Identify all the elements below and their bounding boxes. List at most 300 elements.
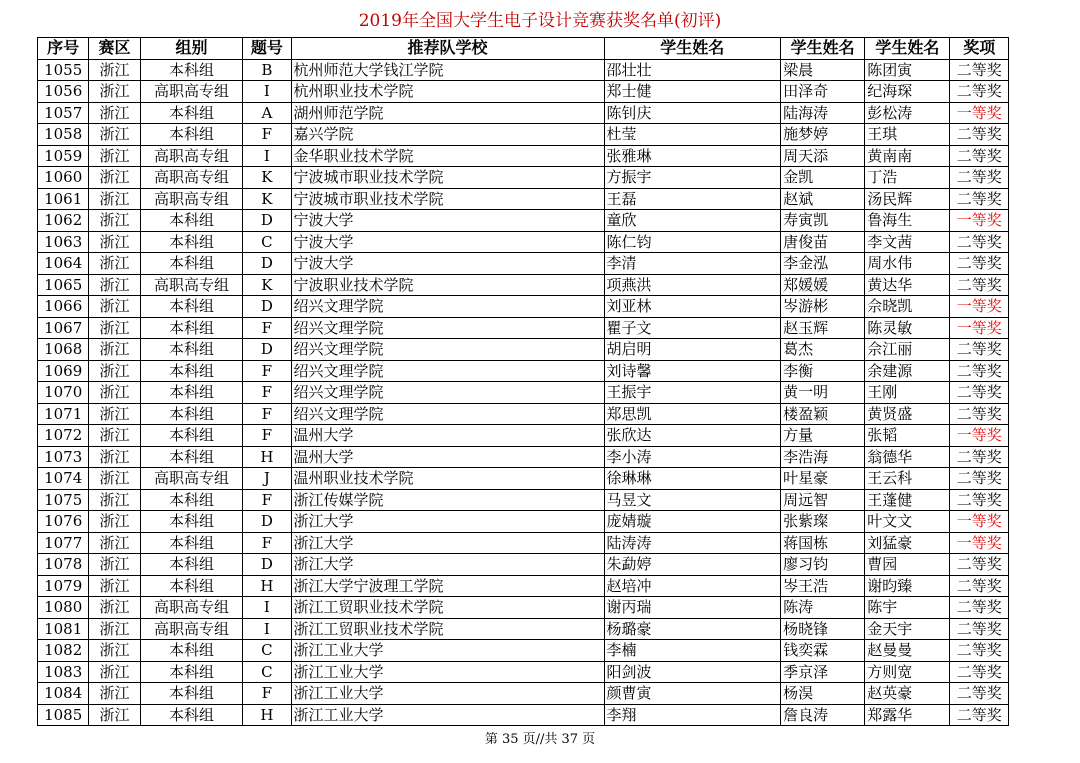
student-3-cell: 彭松涛: [865, 102, 950, 124]
school-cell: 浙江工贸职业技术学院: [291, 618, 604, 640]
region-cell: 浙江: [89, 597, 140, 619]
student-2-cell: 施梦婷: [781, 124, 865, 146]
seq-cell: 1072: [38, 425, 89, 447]
seq-cell: 1082: [38, 640, 89, 662]
student-3-cell: 黄贤盛: [865, 403, 950, 425]
student-1-cell: 李小涛: [604, 446, 781, 468]
group-cell: 本科组: [140, 425, 243, 447]
group-cell: 高职高专组: [140, 468, 243, 490]
seq-cell: 1061: [38, 188, 89, 210]
student-2-cell: 蒋国栋: [781, 532, 865, 554]
seq-cell: 1073: [38, 446, 89, 468]
problem-cell: B: [243, 59, 291, 81]
student-3-cell: 佘江丽: [865, 339, 950, 361]
student-1-cell: 张雅琳: [604, 145, 781, 167]
award-cell: 二等奖: [950, 274, 1009, 296]
header-school: 推荐队学校: [291, 38, 604, 60]
problem-cell: D: [243, 511, 291, 533]
seq-cell: 1081: [38, 618, 89, 640]
table-body: [38, 59, 1009, 726]
student-2-cell: 钱奕霖: [781, 640, 865, 662]
student-3-cell: 王琪: [865, 124, 950, 146]
seq-cell: 1069: [38, 360, 89, 382]
student-1-cell: 谢丙瑞: [604, 597, 781, 619]
award-table: [37, 37, 1009, 726]
header-region: 赛区: [89, 38, 140, 60]
school-cell: 绍兴文理学院: [291, 296, 604, 318]
student-1-cell: 陈仁钧: [604, 231, 781, 253]
school-cell: 浙江工业大学: [291, 640, 604, 662]
problem-cell: F: [243, 317, 291, 339]
region-cell: 浙江: [89, 468, 140, 490]
group-cell: 本科组: [140, 102, 243, 124]
award-cell: 二等奖: [950, 167, 1009, 189]
student-3-cell: 丁浩: [865, 167, 950, 189]
group-cell: 本科组: [140, 231, 243, 253]
award-cell: 二等奖: [950, 683, 1009, 705]
group-cell: 本科组: [140, 403, 243, 425]
student-1-cell: 瞿子文: [604, 317, 781, 339]
header-student-2: 学生姓名: [781, 38, 865, 60]
student-1-cell: 方振宇: [604, 167, 781, 189]
student-3-cell: 曹园: [865, 554, 950, 576]
award-cell: 二等奖: [950, 618, 1009, 640]
region-cell: 浙江: [89, 661, 140, 683]
student-2-cell: 赵斌: [781, 188, 865, 210]
student-2-cell: 杨晓锋: [781, 618, 865, 640]
region-cell: 浙江: [89, 188, 140, 210]
school-cell: 浙江大学宁波理工学院: [291, 575, 604, 597]
student-1-cell: 项燕洪: [604, 274, 781, 296]
student-2-cell: 张紫璨: [781, 511, 865, 533]
group-cell: 高职高专组: [140, 188, 243, 210]
award-cell: 二等奖: [950, 59, 1009, 81]
student-2-cell: 李衡: [781, 360, 865, 382]
group-cell: 本科组: [140, 489, 243, 511]
school-cell: 宁波大学: [291, 253, 604, 275]
table-row: [38, 360, 1009, 382]
problem-cell: D: [243, 296, 291, 318]
student-3-cell: 黄南南: [865, 145, 950, 167]
problem-cell: F: [243, 425, 291, 447]
header-seq: 序号: [38, 38, 89, 60]
school-cell: 浙江大学: [291, 532, 604, 554]
student-1-cell: 郑士健: [604, 81, 781, 103]
award-cell: 一等奖: [950, 317, 1009, 339]
region-cell: 浙江: [89, 704, 140, 726]
award-cell: 二等奖: [950, 188, 1009, 210]
table-row: [38, 81, 1009, 103]
group-cell: 本科组: [140, 382, 243, 404]
student-2-cell: 叶星豪: [781, 468, 865, 490]
student-3-cell: 纪海琛: [865, 81, 950, 103]
student-1-cell: 颜曹寅: [604, 683, 781, 705]
seq-cell: 1065: [38, 274, 89, 296]
table-row: [38, 167, 1009, 189]
seq-cell: 1070: [38, 382, 89, 404]
group-cell: 高职高专组: [140, 81, 243, 103]
group-cell: 高职高专组: [140, 597, 243, 619]
group-cell: 本科组: [140, 317, 243, 339]
problem-cell: K: [243, 274, 291, 296]
problem-cell: H: [243, 575, 291, 597]
region-cell: 浙江: [89, 403, 140, 425]
group-cell: 本科组: [140, 575, 243, 597]
group-cell: 本科组: [140, 446, 243, 468]
seq-cell: 1075: [38, 489, 89, 511]
page-footer: 第 35 页//共 37 页: [484, 732, 596, 747]
student-3-cell: 陈团寅: [865, 59, 950, 81]
student-2-cell: 李浩海: [781, 446, 865, 468]
award-cell: 二等奖: [950, 489, 1009, 511]
student-2-cell: 寿寅凯: [781, 210, 865, 232]
school-cell: 绍兴文理学院: [291, 382, 604, 404]
school-cell: 浙江传媒学院: [291, 489, 604, 511]
group-cell: 本科组: [140, 210, 243, 232]
student-1-cell: 邵壮壮: [604, 59, 781, 81]
student-1-cell: 李翔: [604, 704, 781, 726]
region-cell: 浙江: [89, 683, 140, 705]
problem-cell: J: [243, 468, 291, 490]
student-2-cell: 田泽奇: [781, 81, 865, 103]
school-cell: 宁波城市职业技术学院: [291, 167, 604, 189]
region-cell: 浙江: [89, 274, 140, 296]
student-2-cell: 葛杰: [781, 339, 865, 361]
award-cell: 二等奖: [950, 124, 1009, 146]
header-student-1: 学生姓名: [604, 38, 781, 60]
problem-cell: A: [243, 102, 291, 124]
award-cell: 二等奖: [950, 339, 1009, 361]
problem-cell: D: [243, 554, 291, 576]
seq-cell: 1064: [38, 253, 89, 275]
award-cell: 二等奖: [950, 640, 1009, 662]
award-cell: 二等奖: [950, 81, 1009, 103]
student-3-cell: 金天宇: [865, 618, 950, 640]
school-cell: 杭州职业技术学院: [291, 81, 604, 103]
problem-cell: K: [243, 188, 291, 210]
region-cell: 浙江: [89, 59, 140, 81]
table-row: [38, 317, 1009, 339]
group-cell: 本科组: [140, 124, 243, 146]
group-cell: 本科组: [140, 554, 243, 576]
school-cell: 宁波城市职业技术学院: [291, 188, 604, 210]
seq-cell: 1077: [38, 532, 89, 554]
seq-cell: 1056: [38, 81, 89, 103]
student-1-cell: 马昱文: [604, 489, 781, 511]
group-cell: 本科组: [140, 511, 243, 533]
award-cell: 二等奖: [950, 360, 1009, 382]
table-header-row: [38, 38, 1009, 60]
problem-cell: D: [243, 210, 291, 232]
school-cell: 浙江工业大学: [291, 704, 604, 726]
group-cell: 本科组: [140, 360, 243, 382]
student-1-cell: 杜莹: [604, 124, 781, 146]
seq-cell: 1084: [38, 683, 89, 705]
region-cell: 浙江: [89, 124, 140, 146]
table-row: [38, 339, 1009, 361]
problem-cell: F: [243, 360, 291, 382]
table-row: [38, 102, 1009, 124]
student-1-cell: 李清: [604, 253, 781, 275]
table-row: [38, 231, 1009, 253]
table-row: [38, 683, 1009, 705]
student-1-cell: 庞婧璇: [604, 511, 781, 533]
table-row: [38, 554, 1009, 576]
student-3-cell: 陈宇: [865, 597, 950, 619]
award-cell: 二等奖: [950, 403, 1009, 425]
school-cell: 浙江大学: [291, 554, 604, 576]
student-3-cell: 周水伟: [865, 253, 950, 275]
region-cell: 浙江: [89, 145, 140, 167]
student-3-cell: 叶文文: [865, 511, 950, 533]
seq-cell: 1062: [38, 210, 89, 232]
student-3-cell: 翁德华: [865, 446, 950, 468]
student-1-cell: 张欣达: [604, 425, 781, 447]
group-cell: 本科组: [140, 640, 243, 662]
seq-cell: 1085: [38, 704, 89, 726]
problem-cell: F: [243, 489, 291, 511]
student-1-cell: 杨璐豪: [604, 618, 781, 640]
problem-cell: F: [243, 532, 291, 554]
award-cell: 二等奖: [950, 253, 1009, 275]
group-cell: 本科组: [140, 661, 243, 683]
problem-cell: I: [243, 618, 291, 640]
region-cell: 浙江: [89, 102, 140, 124]
student-2-cell: 方量: [781, 425, 865, 447]
region-cell: 浙江: [89, 425, 140, 447]
region-cell: 浙江: [89, 210, 140, 232]
school-cell: 杭州师范大学钱江学院: [291, 59, 604, 81]
problem-cell: I: [243, 597, 291, 619]
award-cell: 二等奖: [950, 661, 1009, 683]
student-3-cell: 余建源: [865, 360, 950, 382]
table-row: [38, 661, 1009, 683]
student-2-cell: 岑王浩: [781, 575, 865, 597]
school-cell: 浙江工业大学: [291, 683, 604, 705]
group-cell: 本科组: [140, 296, 243, 318]
table-row: [38, 274, 1009, 296]
problem-cell: C: [243, 640, 291, 662]
student-1-cell: 阳剑波: [604, 661, 781, 683]
region-cell: 浙江: [89, 81, 140, 103]
student-1-cell: 朱勐婷: [604, 554, 781, 576]
problem-cell: F: [243, 382, 291, 404]
page-title: 2019年全国大学生电子设计竞赛获奖名单(初评): [358, 11, 722, 31]
problem-cell: F: [243, 683, 291, 705]
school-cell: 绍兴文理学院: [291, 317, 604, 339]
seq-cell: 1071: [38, 403, 89, 425]
school-cell: 宁波大学: [291, 231, 604, 253]
region-cell: 浙江: [89, 640, 140, 662]
problem-cell: I: [243, 81, 291, 103]
region-cell: 浙江: [89, 618, 140, 640]
problem-cell: D: [243, 339, 291, 361]
student-2-cell: 杨淏: [781, 683, 865, 705]
seq-cell: 1058: [38, 124, 89, 146]
student-3-cell: 赵英豪: [865, 683, 950, 705]
student-2-cell: 金凯: [781, 167, 865, 189]
group-cell: 本科组: [140, 683, 243, 705]
problem-cell: I: [243, 145, 291, 167]
table-row: [38, 296, 1009, 318]
student-3-cell: 王蓬健: [865, 489, 950, 511]
award-cell: 一等奖: [950, 532, 1009, 554]
table-row: [38, 210, 1009, 232]
region-cell: 浙江: [89, 360, 140, 382]
seq-cell: 1063: [38, 231, 89, 253]
school-cell: 湖州师范学院: [291, 102, 604, 124]
region-cell: 浙江: [89, 339, 140, 361]
region-cell: 浙江: [89, 511, 140, 533]
school-cell: 绍兴文理学院: [291, 339, 604, 361]
seq-cell: 1068: [38, 339, 89, 361]
region-cell: 浙江: [89, 575, 140, 597]
student-2-cell: 楼盈颖: [781, 403, 865, 425]
table-row: [38, 253, 1009, 275]
table-row: [38, 597, 1009, 619]
seq-cell: 1079: [38, 575, 89, 597]
award-cell: 一等奖: [950, 102, 1009, 124]
group-cell: 本科组: [140, 704, 243, 726]
student-1-cell: 徐琳琳: [604, 468, 781, 490]
region-cell: 浙江: [89, 382, 140, 404]
header-student-3: 学生姓名: [865, 38, 950, 60]
problem-cell: F: [243, 403, 291, 425]
school-cell: 温州大学: [291, 425, 604, 447]
seq-cell: 1055: [38, 59, 89, 81]
seq-cell: 1060: [38, 167, 89, 189]
student-3-cell: 陈灵敏: [865, 317, 950, 339]
student-3-cell: 鲁海生: [865, 210, 950, 232]
award-cell: 二等奖: [950, 145, 1009, 167]
table-row: [38, 618, 1009, 640]
school-cell: 浙江工贸职业技术学院: [291, 597, 604, 619]
seq-cell: 1080: [38, 597, 89, 619]
student-3-cell: 刘猛豪: [865, 532, 950, 554]
problem-cell: F: [243, 124, 291, 146]
region-cell: 浙江: [89, 554, 140, 576]
student-2-cell: 陆海涛: [781, 102, 865, 124]
student-3-cell: 郑露华: [865, 704, 950, 726]
student-1-cell: 赵培冲: [604, 575, 781, 597]
school-cell: 金华职业技术学院: [291, 145, 604, 167]
problem-cell: C: [243, 231, 291, 253]
student-3-cell: 李文茜: [865, 231, 950, 253]
group-cell: 本科组: [140, 59, 243, 81]
group-cell: 本科组: [140, 253, 243, 275]
student-2-cell: 周远智: [781, 489, 865, 511]
student-1-cell: 童欣: [604, 210, 781, 232]
seq-cell: 1074: [38, 468, 89, 490]
seq-cell: 1067: [38, 317, 89, 339]
student-1-cell: 刘亚林: [604, 296, 781, 318]
school-cell: 温州大学: [291, 446, 604, 468]
seq-cell: 1076: [38, 511, 89, 533]
region-cell: 浙江: [89, 317, 140, 339]
table-row: [38, 532, 1009, 554]
award-cell: 一等奖: [950, 210, 1009, 232]
student-2-cell: 梁晨: [781, 59, 865, 81]
student-2-cell: 廖习钧: [781, 554, 865, 576]
student-3-cell: 方则宽: [865, 661, 950, 683]
student-1-cell: 王振宇: [604, 382, 781, 404]
student-3-cell: 王云科: [865, 468, 950, 490]
group-cell: 本科组: [140, 339, 243, 361]
region-cell: 浙江: [89, 296, 140, 318]
school-cell: 嘉兴学院: [291, 124, 604, 146]
seq-cell: 1059: [38, 145, 89, 167]
student-1-cell: 陆涛涛: [604, 532, 781, 554]
school-cell: 宁波大学: [291, 210, 604, 232]
problem-cell: H: [243, 704, 291, 726]
region-cell: 浙江: [89, 532, 140, 554]
student-1-cell: 王磊: [604, 188, 781, 210]
student-2-cell: 陈涛: [781, 597, 865, 619]
student-3-cell: 佘晓凯: [865, 296, 950, 318]
student-2-cell: 黄一明: [781, 382, 865, 404]
table-row: [38, 59, 1009, 81]
student-3-cell: 赵曼曼: [865, 640, 950, 662]
student-1-cell: 陈钊庆: [604, 102, 781, 124]
table-row: [38, 704, 1009, 726]
award-cell: 二等奖: [950, 382, 1009, 404]
region-cell: 浙江: [89, 231, 140, 253]
school-cell: 绍兴文理学院: [291, 403, 604, 425]
award-cell: 一等奖: [950, 425, 1009, 447]
student-2-cell: 唐俊苗: [781, 231, 865, 253]
region-cell: 浙江: [89, 167, 140, 189]
table-row: [38, 145, 1009, 167]
award-cell: 二等奖: [950, 704, 1009, 726]
seq-cell: 1066: [38, 296, 89, 318]
table-row: [38, 489, 1009, 511]
problem-cell: D: [243, 253, 291, 275]
student-3-cell: 汤民辉: [865, 188, 950, 210]
award-cell: 二等奖: [950, 468, 1009, 490]
student-1-cell: 胡启明: [604, 339, 781, 361]
student-2-cell: 赵玉辉: [781, 317, 865, 339]
student-3-cell: 王刚: [865, 382, 950, 404]
region-cell: 浙江: [89, 446, 140, 468]
student-2-cell: 季京泽: [781, 661, 865, 683]
school-cell: 浙江工业大学: [291, 661, 604, 683]
student-2-cell: 郑媛媛: [781, 274, 865, 296]
award-cell: 二等奖: [950, 446, 1009, 468]
group-cell: 高职高专组: [140, 618, 243, 640]
school-cell: 绍兴文理学院: [291, 360, 604, 382]
student-2-cell: 李金泓: [781, 253, 865, 275]
seq-cell: 1083: [38, 661, 89, 683]
school-cell: 浙江大学: [291, 511, 604, 533]
header-group: 组别: [140, 38, 243, 60]
group-cell: 高职高专组: [140, 145, 243, 167]
seq-cell: 1057: [38, 102, 89, 124]
group-cell: 高职高专组: [140, 274, 243, 296]
header-award: 奖项: [950, 38, 1009, 60]
group-cell: 本科组: [140, 532, 243, 554]
school-cell: 温州职业技术学院: [291, 468, 604, 490]
table-row: [38, 575, 1009, 597]
student-3-cell: 谢昀臻: [865, 575, 950, 597]
table-row: [38, 425, 1009, 447]
table-row: [38, 511, 1009, 533]
student-1-cell: 李楠: [604, 640, 781, 662]
table-row: [38, 188, 1009, 210]
student-1-cell: 郑思凯: [604, 403, 781, 425]
award-cell: 二等奖: [950, 231, 1009, 253]
problem-cell: C: [243, 661, 291, 683]
award-cell: 二等奖: [950, 554, 1009, 576]
